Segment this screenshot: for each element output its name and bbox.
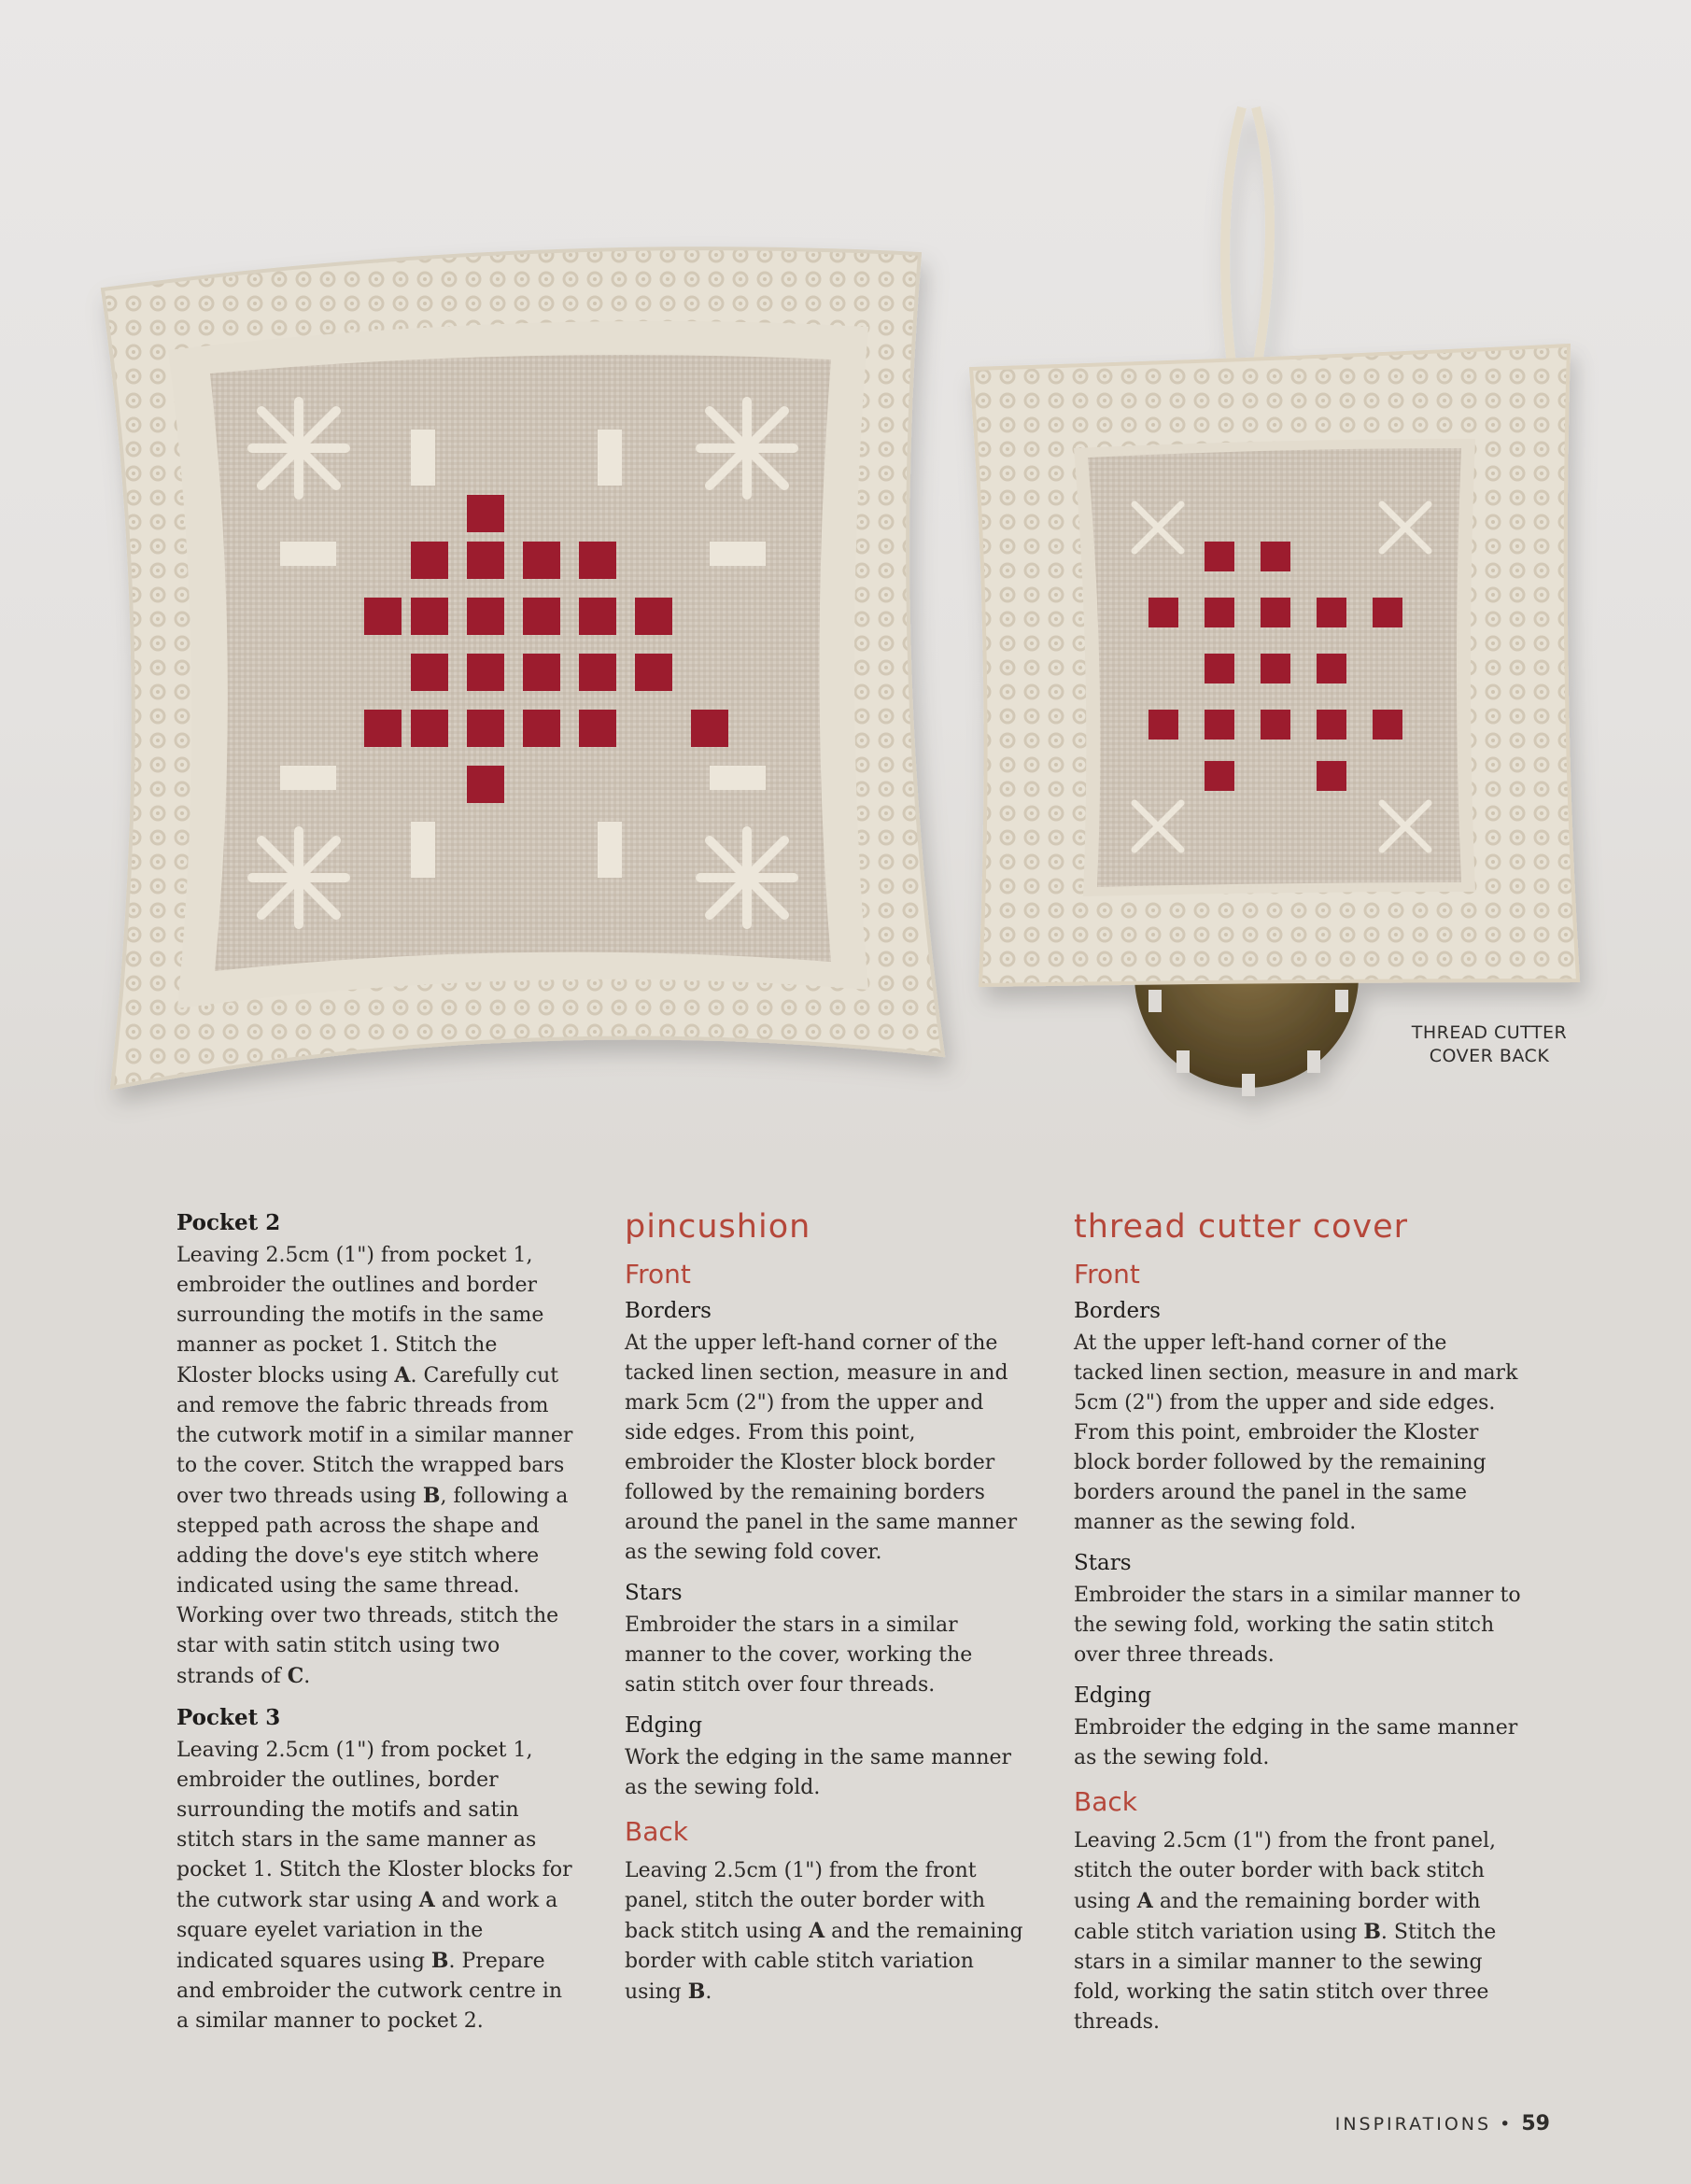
thread-cutter-front-heading: Front bbox=[1074, 1259, 1140, 1289]
pincushion-front-heading: Front bbox=[625, 1259, 691, 1289]
pincushion-title: pincushion bbox=[625, 1208, 811, 1246]
pincushion-image bbox=[103, 248, 943, 1088]
thread-cutter-borders-heading: Borders bbox=[1074, 1299, 1161, 1323]
pincushion-stars-text: Embroider the stars in a similar manner to the cover, working the satin stitch over four threads. bbox=[625, 1613, 973, 1697]
pocket-2-heading: Pocket 2 bbox=[176, 1210, 281, 1235]
thread-cutter-borders-text: At the upper left-hand corner of the tacked linen section, measure in and mark 5cm (2") from the upper and side edges. From this point, embroider the Kloster block border followed by the remaining borders around the panel in the same manner as the sewing fold. bbox=[1074, 1332, 1518, 1534]
pincushion-edging-heading: Edging bbox=[625, 1713, 703, 1738]
thread-cutter-back-heading: Back bbox=[1074, 1786, 1137, 1817]
pincushion-back-text: Leaving 2.5cm (1") from the front panel, stitch the outer border with back stitch using A and the remaining border with cable stitch variation using B. bbox=[625, 1859, 1023, 2004]
thread-cutter-back-text: Leaving 2.5cm (1") from the front panel, stitch the outer border with back stitch using A and the remaining border with cable stitch variation using B. Stitch the stars in a similar manner to the sewing fold, working the satin stitch over three threads. bbox=[1074, 1829, 1497, 2034]
pincushion-borders-heading: Borders bbox=[625, 1299, 712, 1323]
thread-cutter-cover-title: thread cutter cover bbox=[1074, 1208, 1409, 1246]
pincushion-stars-heading: Stars bbox=[625, 1581, 683, 1605]
magazine-name: INSPIRATIONS bbox=[1334, 2114, 1492, 2135]
thread-cutter-edging-heading: Edging bbox=[1074, 1684, 1152, 1708]
pincushion-back-heading: Back bbox=[625, 1816, 688, 1847]
photo-caption bbox=[1382, 1022, 1597, 1068]
thread-cutter-edging-text: Embroider the edging in the same manner as the sewing fold. bbox=[1074, 1716, 1518, 1769]
pocket-3-text: Leaving 2.5cm (1") from pocket 1, embroider the outlines, border surrounding the motifs and satin stitch stars in the same manner as pocket 1. Stitch the Kloster blocks for the cutwork star using A and work a square eyelet variation in the indicated squares using B. Prepare and embroider the cutwork centre in a similar manner to pocket 2. bbox=[176, 1739, 572, 2033]
thread-cutter-stars-text: Embroider the stars in a similar manner to the sewing fold, working the satin stitch over three threads. bbox=[1074, 1584, 1521, 1667]
thread-cutter-stars-heading: Stars bbox=[1074, 1551, 1132, 1575]
column-pockets bbox=[176, 1205, 578, 2050]
page-number: 59 bbox=[1521, 2112, 1550, 2135]
caption-line-1: THREAD CUTTER bbox=[1411, 1022, 1568, 1043]
pincushion-edging-text: Work the edging in the same manner as the sewing fold. bbox=[625, 1746, 1012, 1799]
pincushion-borders-text: At the upper left-hand corner of the tacked linen section, measure in and mark 5cm (2") from the upper and side edges. From this point, embroider the Kloster block border followed by the remaining borders around the panel in the same manner as the sewing fold cover. bbox=[625, 1332, 1018, 1564]
footer-separator: • bbox=[1500, 2114, 1514, 2135]
caption-line-2: COVER BACK bbox=[1429, 1046, 1550, 1066]
column-thread-cutter-cover bbox=[1074, 1205, 1522, 2050]
column-pincushion bbox=[625, 1205, 1026, 2021]
pocket-3-heading: Pocket 3 bbox=[176, 1705, 281, 1730]
page-footer bbox=[1289, 2112, 1550, 2135]
pocket-2-text: Leaving 2.5cm (1") from pocket 1, embroider the outlines and border surrounding the motifs in the same manner as pocket 1. Stitch the Kloster blocks using A. Carefully cut and remove the fabric threads from the cutwork motif in a similar manner to the cover. Stitch the wrapped bars over two threads using B, following a stepped path across the shape and adding the dove's eye stitch where indicated using the same thread. Working over two threads, stitch the star with satin stitch using two strands of C. bbox=[176, 1244, 573, 1688]
thread-cutter-cover-image bbox=[971, 107, 1578, 1096]
